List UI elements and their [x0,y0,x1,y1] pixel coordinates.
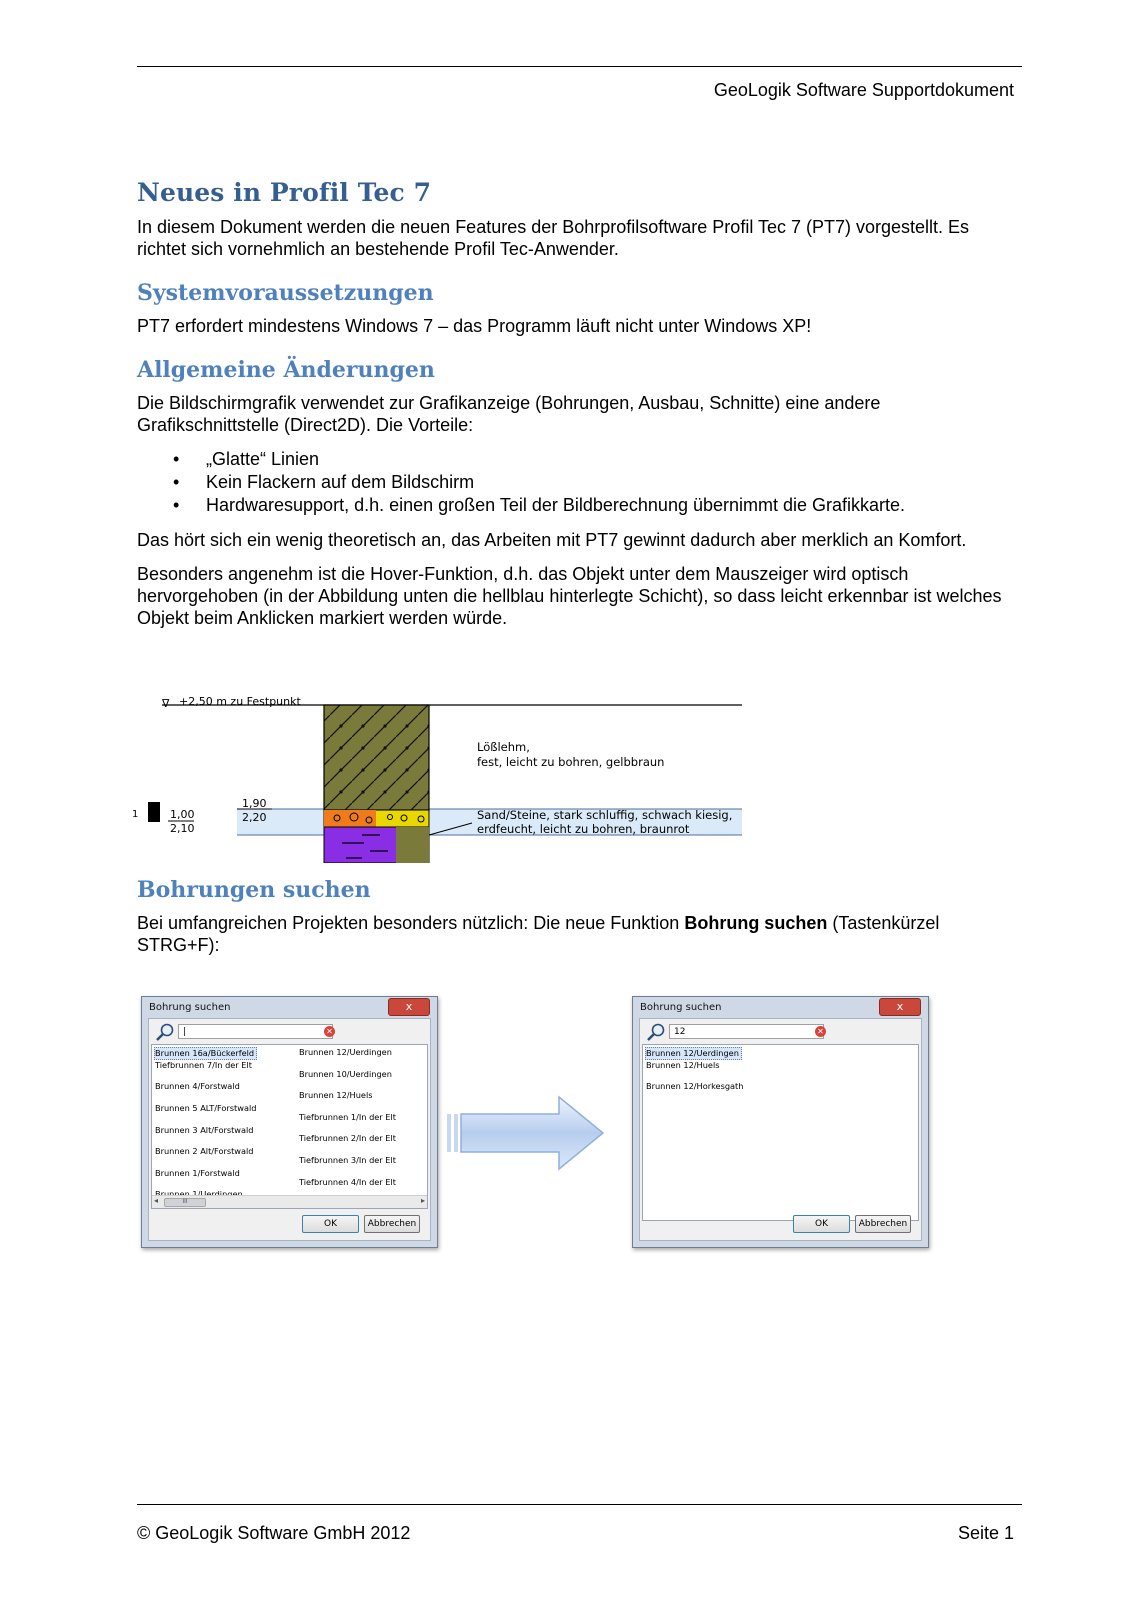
scroll-left-icon[interactable]: ◂ [154,1196,159,1205]
dialog-client [148,1018,431,1241]
marker-number: 1 [132,809,139,820]
transition-arrow-icon [447,1095,607,1171]
borehole-profile-figure [132,693,752,863]
list-item[interactable]: Brunnen 12/Uerdingen [645,1047,742,1060]
list-item[interactable]: Brunnen 12/Uerdingen [299,1047,392,1057]
footer-page-number: Seite 1 [957,1523,1014,1543]
header-title: GeoLogik Software Supportdokument [713,80,1014,100]
close-button[interactable]: x [879,998,921,1016]
list-item[interactable]: Brunnen 12/Huels [299,1090,373,1101]
cancel-button[interactable]: Abbrechen [855,1215,911,1233]
search-icon [155,1022,175,1042]
list-item[interactable]: Brunnen 12/Horkesgath [646,1081,744,1092]
result-list[interactable] [642,1044,919,1221]
header-rule [137,66,1022,67]
system-requirements-text: PT7 erfordert mindestens Windows 7 – das Programm läuft nicht unter Windows XP! [137,316,812,336]
layer1-description: fest, leicht zu bohren, gelbbraun [477,755,665,769]
list-item[interactable]: Brunnen 4/Forstwald [155,1081,240,1092]
search-icon [646,1022,666,1042]
footer-rule [137,1504,1022,1505]
search-text-part: Bei umfangreichen Projekten besonders nützlich: Die neue Funktion [137,913,685,933]
depth-label: 2,20 [242,811,267,824]
layer2-name: Sand/Steine, stark schluffig, schwach kiesig, [477,808,733,822]
layer2-description: erdfeucht, leicht zu bohren, braunrot [477,822,690,836]
search-input[interactable]: | [178,1024,333,1039]
document-body [137,178,1017,641]
horizontal-scrollbar[interactable] [152,1195,427,1208]
ok-button[interactable]: OK [793,1215,850,1233]
dialog-title: Bohrung suchen [640,1002,722,1013]
list-item[interactable]: Tiefbrunnen 3/In der Elt [299,1154,396,1165]
list-item[interactable]: Brunnen 16a/Bückerfeld [154,1047,257,1060]
fixpoint-label: +2,50 m zu Festpunkt [179,695,301,708]
result-column [646,1047,743,1103]
list-item[interactable]: Brunnen 3 Alt/Forstwald [155,1124,254,1135]
search-text [137,912,1017,956]
ok-button[interactable]: OK [302,1215,359,1233]
result-column [299,1047,428,1209]
list-item[interactable]: Tiefbrunnen 2/In der Elt [299,1133,396,1144]
page-title: Neues in Profil Tec 7 [137,178,432,207]
list-item[interactable]: Brunnen 2 Alt/Forstwald [155,1146,254,1157]
list-item[interactable]: Tiefbrunnen 7/In der Elt [155,1059,252,1070]
advantages-list [137,448,1017,517]
heading-systemvoraussetzungen: Systemvoraussetzungen [137,280,434,306]
scroll-thumb[interactable]: III [164,1198,206,1207]
list-item[interactable]: Brunnen 10/Uerdingen [299,1068,392,1079]
list-item[interactable]: Brunnen 1/Forstwald [155,1167,240,1178]
list-item: • Kein Flackern auf dem Bildschirm [137,471,1017,494]
water-level-marker [148,802,160,822]
heading-allgemeine-aenderungen: Allgemeine Änderungen [137,357,435,383]
search-text-part: (Tastenkürzel STRG+F): [137,913,940,955]
search-dialog-after [632,996,929,1248]
dialog-client [639,1018,922,1241]
heading-bohrungen-suchen: Bohrungen suchen [137,877,371,903]
clear-icon[interactable]: ✕ [815,1026,826,1037]
hover-text: Besonders angenehm ist die Hover-Funktion, d.h. das Objekt unter dem Mauszeiger wird optisch hervorgehoben (in der Abbildung unten die hellblau hinterlegte Schicht), so dass leicht erkennbar ist welches Objekt beim Anklicken markiert werden würde. [137,564,1002,628]
footer-copyright: © GeoLogik Software GmbH 2012 [137,1523,411,1543]
dialog-title: Bohrung suchen [149,1002,231,1013]
scroll-right-icon[interactable]: ▸ [420,1196,425,1205]
search-dialog-before [141,996,438,1248]
comfort-text: Das hört sich ein wenig theoretisch an, das Arbeiten mit PT7 gewinnt dadurch aber merklich an Komfort. [137,530,967,550]
intro-paragraph: In diesem Dokument werden die neuen Features der Bohrprofilsoftware Profil Tec 7 (PT7) vorgestellt. Es richtet sich vornehmlich an bestehende Profil Tec-Anwender. [137,217,970,259]
list-item[interactable]: Tiefbrunnen 1/In der Elt [299,1111,396,1122]
search-input[interactable]: 12 [669,1024,824,1039]
result-column [155,1047,257,1209]
search-function-name: Bohrung suchen [684,913,828,933]
marker-depth: 2,10 [170,822,195,835]
search-section [137,877,1017,968]
marker-depth: 1,00 [170,808,195,821]
result-list[interactable] [151,1044,428,1209]
changes-text: Die Bildschirmgrafik verwendet zur Grafikanzeige (Bohrungen, Ausbau, Schnitte) eine andere Grafikschnittstelle (Direct2D). Die Vorteile: [137,393,881,435]
loess-layer [324,705,429,810]
list-item[interactable]: Brunnen 5 ALT/Forstwald [155,1102,257,1113]
layer1-name: Lößlehm, [477,740,530,754]
cancel-button[interactable]: Abbrechen [364,1215,420,1233]
close-button[interactable]: x [388,998,430,1016]
list-item[interactable]: Brunnen 12/Huels [646,1059,720,1070]
fixpoint-triangle: ∇ [162,697,170,710]
list-item[interactable]: Tiefbrunnen 4/In der Elt [299,1176,396,1187]
clear-icon[interactable]: ✕ [324,1026,335,1037]
list-item: • Hardwaresupport, d.h. einen großen Teil der Bildberechnung übernimmt die Grafikkarte. [137,494,1017,517]
list-item: • „Glatte“ Linien [137,448,1017,471]
depth-label: 1,90 [242,797,267,810]
